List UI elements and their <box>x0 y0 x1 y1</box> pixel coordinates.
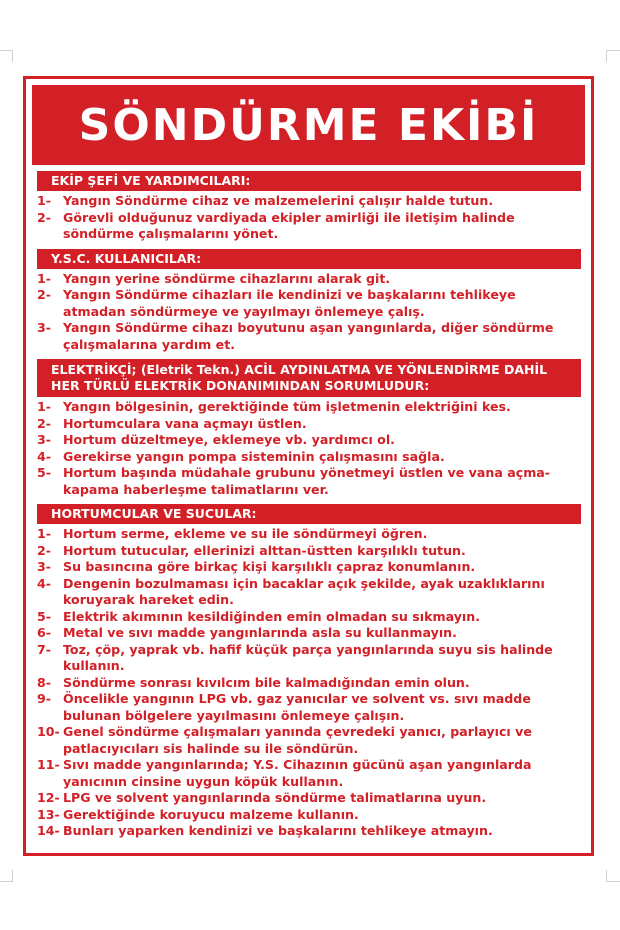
list-item: 10- Genel söndürme çalışmaları yanında çevredeki yanıcı, parlayıcı ve patlacıyıcıları sis halinde su ile söndürün. <box>37 724 532 756</box>
list-item: 1- Yangın Söndürme cihaz ve malzemelerini çalışır halde tutun. <box>37 193 494 208</box>
section-list-elektrikci <box>37 399 581 498</box>
crop-mark-top-left-v <box>12 50 13 62</box>
crop-mark-bottom-left-h <box>0 881 12 882</box>
list-item: 8- Söndürme sonrası kıvılcım bile kalmadığından emin olun. <box>37 674 470 690</box>
list-item: 13- Gerektiğinde koruyucu malzeme kullanın. <box>37 806 359 822</box>
list-item: 2- Görevli olduğunuz vardiyada ekipler amirliği ile iletişim halinde söndürme çalışmalarını yönet. <box>37 209 515 241</box>
list-item: 3- Hortum düzeltmeye, eklemeye vb. yardımcı ol. <box>37 432 395 447</box>
section-heading-ysc-kullanicilar: Y.S.C. KULLANICILAR: <box>37 249 581 269</box>
crop-mark-bottom-right-h <box>606 881 620 882</box>
section-list-ysc-kullanicilar <box>37 271 581 354</box>
list-item: 9- Öncelikle yangının LPG vb. gaz yanıcılar ve solvent vs. sıvı madde bulunan bölgelere yayılmasını önlemeye çalışın. <box>37 691 531 723</box>
crop-mark-top-right-v <box>606 50 607 62</box>
list-item: 2- Hortumculara vana açmayı üstlen. <box>37 415 307 431</box>
safety-sign <box>23 76 594 856</box>
list-item: 1- Hortum serme, ekleme ve su ile söndürmeyi öğren. <box>37 526 428 541</box>
list-item: 1- Yangın yerine söndürme cihazlarını alarak git. <box>37 270 391 286</box>
sign-title: SÖNDÜRME EKİBİ <box>78 99 539 151</box>
list-item: 4- Dengenin bozulmaması için bacaklar açık şekilde, ayak uzaklıklarını koruyarak hareket edin. <box>37 575 545 607</box>
crop-mark-bottom-left-v <box>12 870 13 882</box>
crop-mark-top-right-h <box>606 50 620 51</box>
list-item: 12- LPG ve solvent yangınlarında söndürme talimatlarına uyun. <box>37 790 487 805</box>
list-item: 7- Toz, çöp, yaprak vb. hafif küçük parça yangınlarında suyu sis halinde kullanın. <box>37 641 553 673</box>
list-item: 11- Sıvı madde yangınlarında; Y.S. Cihazının gücünü aşan yangınlarda yanıcının cinsine uygun köpük kullanın. <box>37 757 532 789</box>
list-item: 14- Bunları yaparken kendinizi ve başkalarını tehlikeye atmayın. <box>37 823 493 838</box>
list-item: 5- Hortum başında müdahale grubunu yönetmeyi üstlen ve vana açma-kapama haberleşme talimatlarını ver. <box>37 465 551 497</box>
list-item: 2- Yangın Söndürme cihazları ile kendinizi ve başkalarını tehlikeye atmadan söndürmeye ve yayılmayı önlemeye çalış. <box>37 287 516 319</box>
section-heading-elektrikci: ELEKTRİKÇİ; (Eletrik Tekn.) ACİL AYDINLATMA VE YÖNLENDİRME DAHİL HER TÜRLÜ ELEKTRİK DONANIMINDAN SORUMLUDUR: <box>37 359 581 397</box>
sign-content <box>37 165 581 840</box>
list-item: 2- Hortum tutucular, ellerinizi alttan-üstten karşılıklı tutun. <box>37 542 466 558</box>
crop-mark-top-left-h <box>0 50 12 51</box>
list-item: 6- Metal ve sıvı madde yangınlarında asla su kullanmayın. <box>37 625 457 640</box>
list-item: 3- Su basıncına göre birkaç kişi karşılıklı çapraz konumlanın. <box>37 559 476 574</box>
crop-mark-bottom-right-v <box>606 870 607 882</box>
list-item: 1- Yangın bölgesinin, gerektiğinde tüm işletmenin elektriğini kes. <box>37 399 511 414</box>
section-list-hortumcular <box>37 526 581 840</box>
section-heading-ekip-sefi: EKİP ŞEFİ VE YARDIMCILARI: <box>37 171 581 191</box>
list-item: 3- Yangın Söndürme cihazı boyutunu aşan yangınlarda, diğer söndürme çalışmalarına yardım et. <box>37 320 554 352</box>
section-list-ekip-sefi <box>37 193 581 243</box>
list-item: 4- Gerekirse yangın pompa sisteminin çalışmasını sağla. <box>37 448 445 464</box>
list-item: 5- Elektrik akımının kesildiğinden emin olmadan su sıkmayın. <box>37 608 480 624</box>
title-bar <box>32 85 585 165</box>
section-heading-hortumcular: HORTUMCULAR VE SUCULAR: <box>37 504 581 524</box>
